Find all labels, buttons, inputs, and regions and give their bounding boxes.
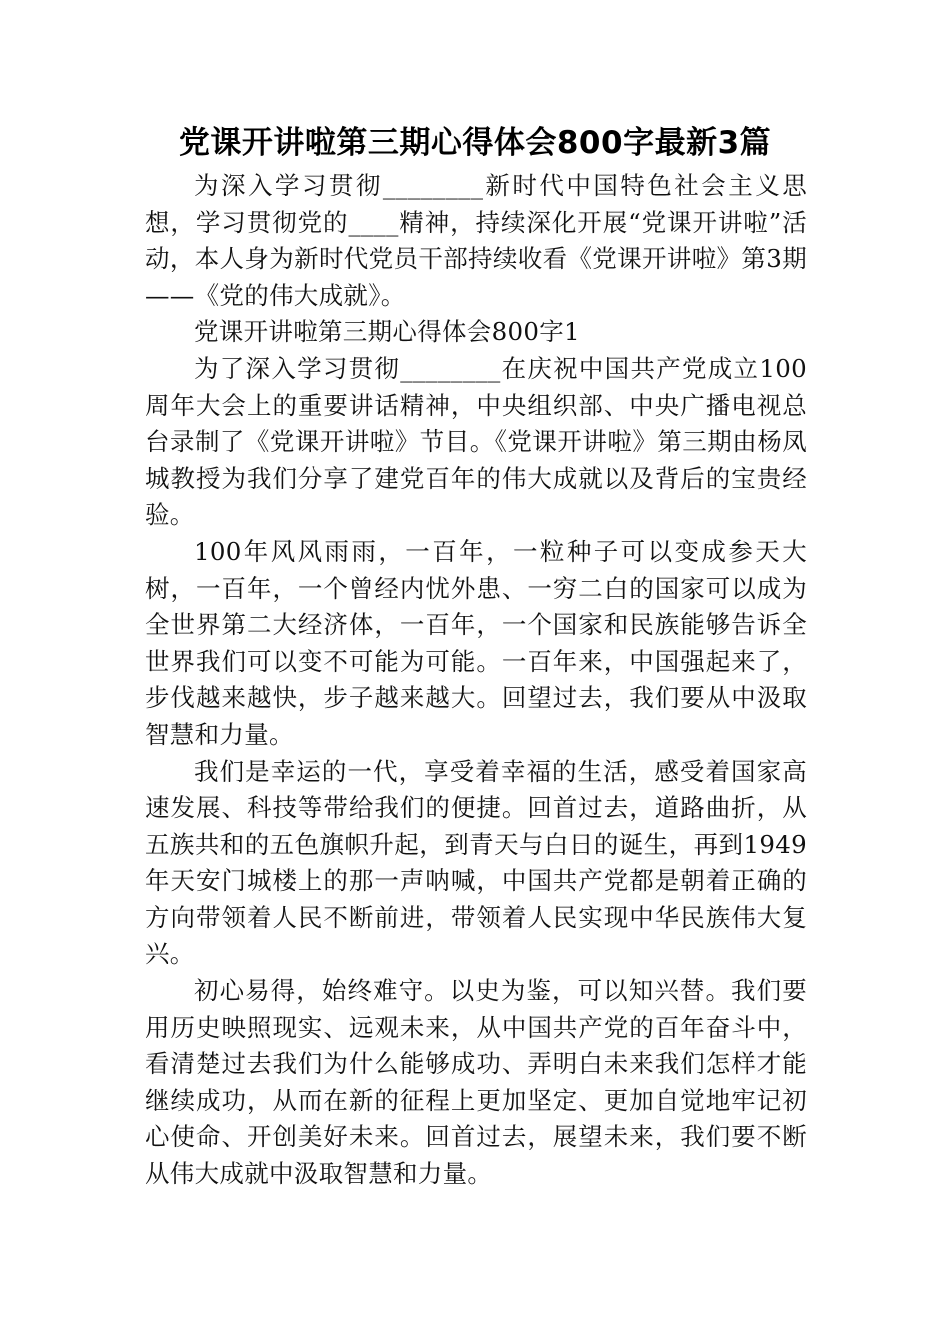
body-paragraph: 100年风风雨雨，一百年，一粒种子可以变成参天大树，一百年，一个曾经内忧外患、一穷二白的国家可以成为全世界第二大经济体，一百年，一个国家和民族能够告诉全世界我们可以变不可能为可能。一百年来，中国强起来了，步伐越来越快，步子越来越大。回望过去，我们要从中汲取智慧和力量。 [145,536,807,749]
section-heading: 党课开讲啦第三期心得体会800字1 [194,317,580,347]
document-body [145,168,807,1193]
body-paragraph: 我们是幸运的一代，享受着幸福的生活，感受着国家高速发展、科技等带给我们的便捷。回首过去，道路曲折，从五族共和的五色旗帜升起，到青天与白日的诞生，再到1949年天安门城楼上的那一声呐喊，中国共产党都是朝着正确的方向带领着人民不断前进，带领着人民实现中华民族伟大复兴。 [145,756,807,969]
body-paragraph: 为了深入学习贯彻________在庆祝中国共产党成立100周年大会上的重要讲话精神，中央组织部、中央广播电视总台录制了《党课开讲啦》节目。《党课开讲啦》第三期由杨凤城教授为我们分享了建党百年的伟大成就以及背后的宝贵经验。 [145,353,807,530]
document-title: 党课开讲啦第三期心得体会800字最新3篇 [178,125,772,161]
body-paragraph: 初心易得，始终难守。以史为鉴，可以知兴替。我们要用历史映照现实、远观未来，从中国共产党的百年奋斗中，看清楚过去我们为什么能够成功、弄明白未来我们怎样才能继续成功，从而在新的征程上更加坚定、更加自觉地牢记初心使命、开创美好未来。回首过去，展望未来，我们要不断从伟大成就中汲取智慧和力量。 [145,976,807,1189]
intro-paragraph: 为深入学习贯彻________新时代中国特色社会主义思想，学习贯彻党的____精神，持续深化开展“党课开讲啦”活动，本人身为新时代党员干部持续收看《党课开讲啦》第3期——《党的伟大成就》。 [145,171,807,310]
